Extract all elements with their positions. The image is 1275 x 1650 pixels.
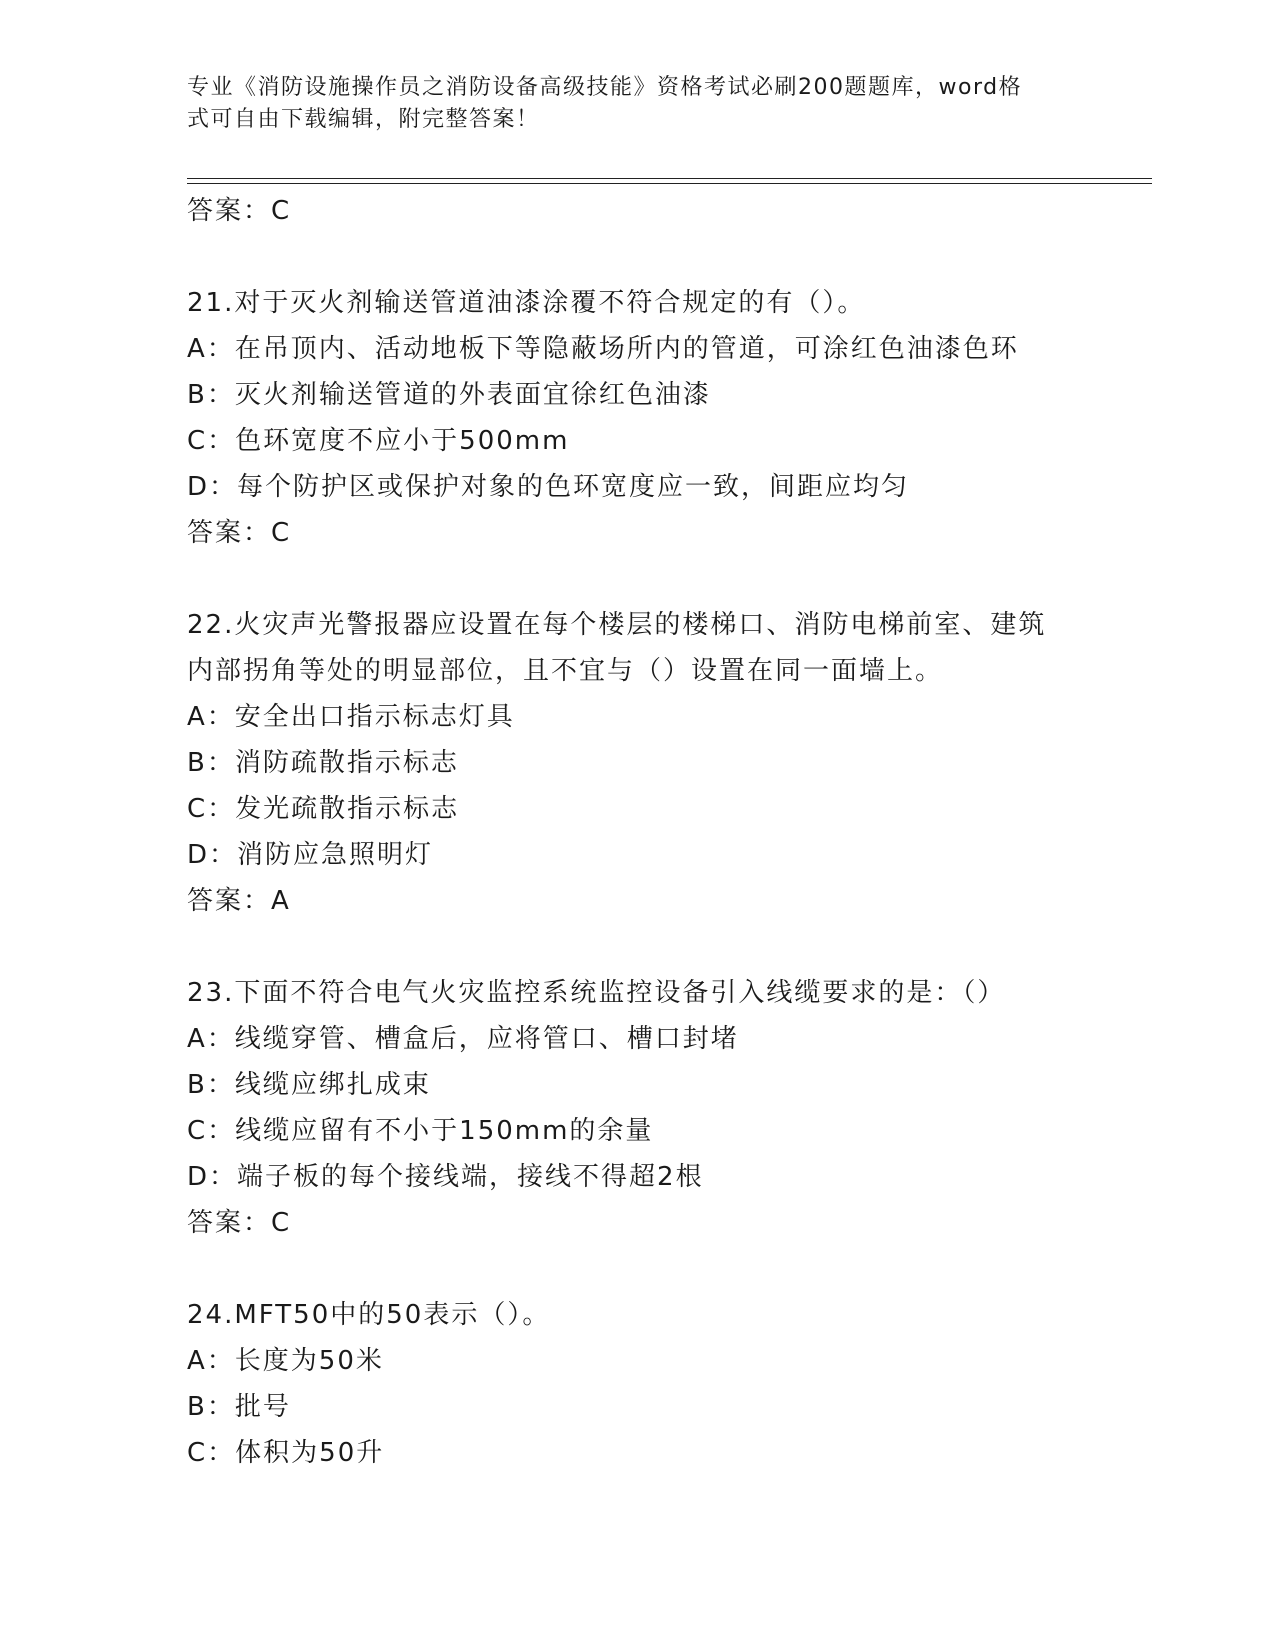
option-d: D：消防应急照明灯 [187,840,434,870]
answer: 答案：C [187,1208,292,1238]
header-divider-top [187,178,1152,179]
question-stem: 21.对于灭火剂输送管道油漆涂覆不符合规定的有（）。 [187,288,866,318]
option-b: B：线缆应绑扎成束 [187,1070,431,1100]
question-list [187,188,1117,1476]
question-stem-line-1: 22.火灾声光警报器应设置在每个楼层的楼梯口、消防电梯前室、建筑 [187,610,1047,640]
option-c: C：色环宽度不应小于500mm [187,426,570,456]
header-line-2: 式可自由下载编辑，附完整答案！ [187,107,540,132]
option-c: C：发光疏散指示标志 [187,794,460,824]
question-stem-line-2: 内部拐角等处的明显部位，且不宜与（）设置在同一面墙上。 [187,656,944,686]
option-a: A：线缆穿管、槽盒后，应将管口、槽口封堵 [187,1024,739,1054]
question-21 [187,280,1117,556]
option-c: C：体积为50升 [187,1438,385,1468]
previous-answer: 答案：C [187,196,292,226]
spacer [187,234,1117,280]
question-22 [187,602,1117,924]
question-stem: 24.MFT50中的50表示（）。 [187,1300,551,1330]
option-d: D：每个防护区或保护对象的色环宽度应一致，间距应均匀 [187,472,910,502]
option-a: A：长度为50米 [187,1346,384,1376]
header-line-1: 专业《消防设施操作员之消防设备高级技能》资格考试必刷200题题库，word格 [187,75,1023,100]
question-stem: 23.下面不符合电气火灾监控系统监控设备引入线缆要求的是：（） [187,978,1006,1008]
option-b: B：灭火剂输送管道的外表面宜徐红色油漆 [187,380,711,410]
option-d: D：端子板的每个接线端，接线不得超2根 [187,1162,704,1192]
answer: 答案：A [187,886,291,916]
option-b: B：消防疏散指示标志 [187,748,459,778]
spacer [187,556,1117,602]
option-b: B：批号 [187,1392,291,1422]
option-a: A：在吊顶内、活动地板下等隐蔽场所内的管道，可涂红色油漆色环 [187,334,1019,364]
option-a: A：安全出口指示标志灯具 [187,702,515,732]
option-c: C：线缆应留有不小于150mm的余量 [187,1116,654,1146]
question-24 [187,1292,1117,1476]
spacer [187,1246,1117,1292]
question-23 [187,970,1117,1246]
spacer [187,924,1117,970]
header-divider-bottom [187,183,1152,184]
document-header [187,72,1077,136]
answer: 答案：C [187,518,292,548]
